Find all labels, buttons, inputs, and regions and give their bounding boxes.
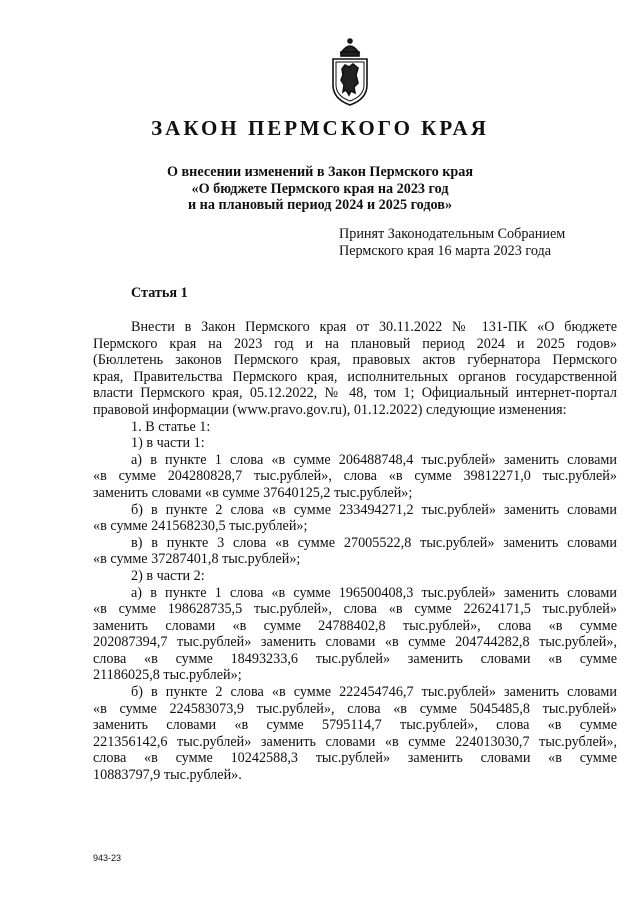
adoption-line: Пермского края 16 марта 2023 года [339, 242, 552, 259]
subtitle-line: «О бюджете Пермского края на 2023 год [191, 180, 449, 197]
body-line: «в сумме 37287401,8 тыс.рублей»; [93, 551, 301, 568]
body-line: «в сумме 241568230,5 тыс.рублей»; [93, 518, 308, 535]
body-line: «в сумме 204280828,7 тыс.рублей», слова «в сумме 39812271,0 тыс.рублей» [93, 468, 617, 485]
body-line: «в сумме 198628735,5 тыс.рублей», слова «в сумме 22624171,5 тыс.рублей» [93, 601, 617, 618]
body-line: власти Пермского края, 05.12.2022, № 48, том 1; Официальный интернет-портал [93, 385, 617, 402]
body-line: края, Правительства Пермского края, исполнительных органов государственной [93, 368, 617, 385]
body-line: заменить словами «в сумме 24788402,8 тыс.рублей», слова «в сумме [93, 617, 617, 634]
subtitle-line: О внесении изменений в Закон Пермского края [166, 164, 474, 180]
body-line: а) в пункте 1 слова «в сумме 196500408,3 тыс.рублей» заменить словами [131, 584, 617, 601]
adoption-note [339, 226, 565, 259]
body-line: 2) в части 2: [131, 567, 205, 584]
body-line: (Бюллетень законов Пермского края, правовых актов губернатора Пермского [93, 352, 617, 369]
body-line: правовой информации (www.pravo.gov.ru), 01.12.2022) следующие изменения: [93, 401, 567, 418]
body-line: Пермского края на 2023 год и на плановый период 2024 и 2025 годов» [93, 335, 617, 352]
law-subtitle [0, 164, 640, 214]
body-line: слова «в сумме 18493233,6 тыс.рублей» заменить словами «в сумме [93, 650, 617, 667]
body-line: б) в пункте 2 слова «в сумме 233494271,2 тыс.рублей» заменить словами [131, 501, 617, 518]
adoption-line: Принят Законодательным Собранием [339, 226, 566, 242]
body-line: 221356142,6 тыс.рублей» заменить словами «в сумме 224013030,7 тыс.рублей», [93, 733, 617, 750]
body-line: Внести в Закон Пермского края от 30.11.2022 № 131-ПК «О бюджете [131, 319, 617, 335]
body-line: заменить словами «в сумме 5795114,7 тыс.рублей», слова «в сумме [93, 717, 617, 734]
body-line: 1. В статье 1: [131, 418, 211, 435]
subtitle-line: и на плановый период 2024 и 2025 годов» [187, 197, 453, 213]
body-line: а) в пункте 1 слова «в сумме 206488748,4 тыс.рублей» заменить словами [131, 451, 617, 468]
body-line: заменить словами «в сумме 37640125,2 тыс.рублей»; [93, 484, 413, 501]
body-line: 1) в части 1: [131, 435, 205, 452]
article-body [93, 319, 617, 784]
body-line: 202087394,7 тыс.рублей» заменить словами «в сумме 204744282,8 тыс.рублей», [93, 634, 617, 651]
law-title: ЗАКОН ПЕРМСКОГО КРАЯ [151, 116, 489, 140]
body-line: слова «в сумме 10242588,3 тыс.рублей» заменить словами «в сумме [93, 750, 617, 767]
body-line: «в сумме 224583073,9 тыс.рублей», слова «в сумме 5045485,8 тыс.рублей» [93, 700, 617, 717]
perm-krai-coat-of-arms-icon [325, 35, 375, 107]
article-heading: Статья 1 [131, 285, 188, 301]
document-code: 943-23 [93, 853, 122, 863]
body-line: 10883797,9 тыс.рублей». [93, 767, 242, 784]
body-line: б) в пункте 2 слова «в сумме 222454746,7 тыс.рублей» заменить словами [131, 684, 617, 701]
body-line: 21186025,8 тыс.рублей»; [93, 667, 242, 684]
body-line: в) в пункте 3 слова «в сумме 27005522,8 тыс.рублей» заменить словами [131, 534, 617, 551]
